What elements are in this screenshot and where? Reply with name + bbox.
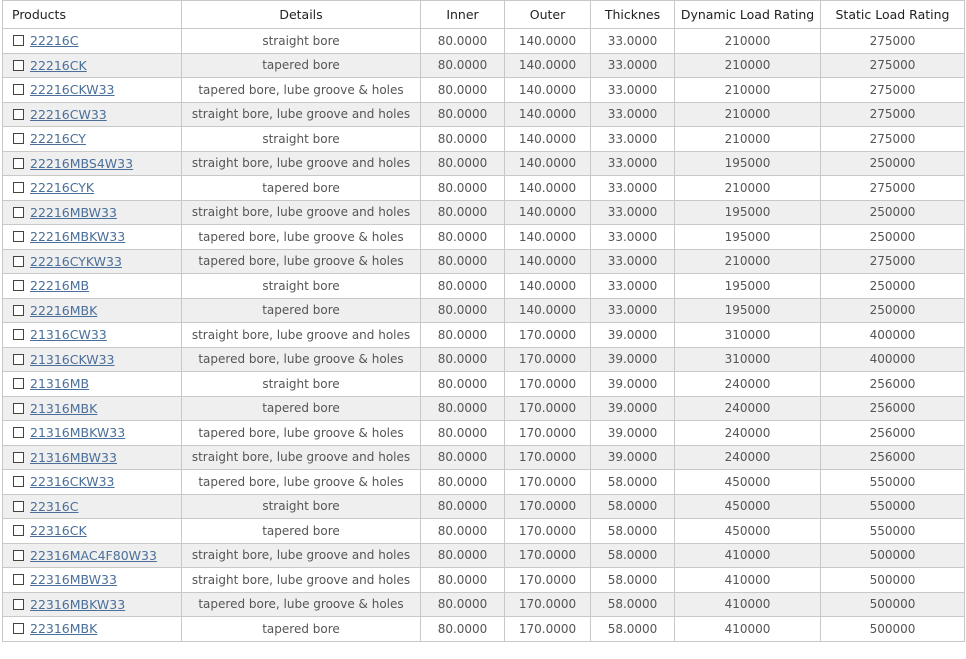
thickness-cell: 58.0000 xyxy=(591,617,675,642)
product-link[interactable]: 22216MB xyxy=(30,278,90,294)
static-load-cell: 275000 xyxy=(821,102,965,127)
inner-cell: 80.0000 xyxy=(421,543,505,568)
thickness-cell: 33.0000 xyxy=(591,225,675,250)
details-cell: tapered bore, lube groove & holes xyxy=(182,249,421,274)
static-load-cell: 250000 xyxy=(821,200,965,225)
table-row xyxy=(3,274,965,299)
row-checkbox[interactable] xyxy=(13,378,24,389)
product-link[interactable]: 22216MBKW33 xyxy=(30,229,126,245)
thickness-cell: 33.0000 xyxy=(591,249,675,274)
details-cell: straight bore xyxy=(182,29,421,54)
inner-cell: 80.0000 xyxy=(421,249,505,274)
header-outer: Outer xyxy=(505,1,591,29)
static-load-cell: 275000 xyxy=(821,78,965,103)
outer-cell: 140.0000 xyxy=(505,29,591,54)
table-row xyxy=(3,298,965,323)
thickness-cell: 33.0000 xyxy=(591,127,675,152)
row-checkbox[interactable] xyxy=(13,231,24,242)
product-link[interactable]: 22216MBS4W33 xyxy=(30,155,134,171)
header-inner: Inner xyxy=(421,1,505,29)
product-link[interactable]: 22216CK xyxy=(30,57,87,73)
thickness-cell: 33.0000 xyxy=(591,176,675,201)
dynamic-load-cell: 310000 xyxy=(675,323,821,348)
row-checkbox[interactable] xyxy=(13,207,24,218)
static-load-cell: 275000 xyxy=(821,127,965,152)
outer-cell: 140.0000 xyxy=(505,176,591,201)
thickness-cell: 33.0000 xyxy=(591,102,675,127)
row-checkbox[interactable] xyxy=(13,427,24,438)
table-row xyxy=(3,519,965,544)
row-checkbox[interactable] xyxy=(13,354,24,365)
row-checkbox[interactable] xyxy=(13,550,24,561)
outer-cell: 170.0000 xyxy=(505,470,591,495)
inner-cell: 80.0000 xyxy=(421,102,505,127)
table-row xyxy=(3,249,965,274)
inner-cell: 80.0000 xyxy=(421,396,505,421)
row-checkbox[interactable] xyxy=(13,525,24,536)
table-row xyxy=(3,592,965,617)
table-row xyxy=(3,396,965,421)
product-link[interactable]: 22216MBK xyxy=(30,302,98,318)
details-cell: tapered bore, lube groove & holes xyxy=(182,592,421,617)
thickness-cell: 33.0000 xyxy=(591,29,675,54)
table-row xyxy=(3,102,965,127)
dynamic-load-cell: 310000 xyxy=(675,347,821,372)
inner-cell: 80.0000 xyxy=(421,274,505,299)
details-cell: straight bore xyxy=(182,372,421,397)
row-checkbox[interactable] xyxy=(13,599,24,610)
static-load-cell: 550000 xyxy=(821,519,965,544)
product-link[interactable]: 22316CK xyxy=(30,523,87,539)
dynamic-load-cell: 410000 xyxy=(675,568,821,593)
outer-cell: 170.0000 xyxy=(505,494,591,519)
product-link[interactable]: 22316C xyxy=(30,498,79,514)
thickness-cell: 39.0000 xyxy=(591,323,675,348)
products-table xyxy=(2,0,965,642)
product-link[interactable]: 22216CW33 xyxy=(30,106,107,122)
table-row xyxy=(3,29,965,54)
inner-cell: 80.0000 xyxy=(421,29,505,54)
row-checkbox[interactable] xyxy=(13,109,24,120)
details-cell: straight bore, lube groove and holes xyxy=(182,200,421,225)
outer-cell: 170.0000 xyxy=(505,323,591,348)
static-load-cell: 250000 xyxy=(821,274,965,299)
product-link[interactable]: 22316MBW33 xyxy=(30,572,117,588)
outer-cell: 140.0000 xyxy=(505,102,591,127)
inner-cell: 80.0000 xyxy=(421,151,505,176)
dynamic-load-cell: 210000 xyxy=(675,29,821,54)
product-link[interactable]: 22216CKW33 xyxy=(30,82,115,98)
outer-cell: 140.0000 xyxy=(505,225,591,250)
dynamic-load-cell: 210000 xyxy=(675,102,821,127)
static-load-cell: 400000 xyxy=(821,347,965,372)
table-row xyxy=(3,470,965,495)
inner-cell: 80.0000 xyxy=(421,592,505,617)
inner-cell: 80.0000 xyxy=(421,421,505,446)
dynamic-load-cell: 410000 xyxy=(675,543,821,568)
row-checkbox[interactable] xyxy=(13,256,24,267)
product-link[interactable]: 21316CKW33 xyxy=(30,351,115,367)
product-link[interactable]: 21316CW33 xyxy=(30,327,107,343)
details-cell: straight bore xyxy=(182,127,421,152)
static-load-cell: 275000 xyxy=(821,53,965,78)
details-cell: tapered bore, lube groove & holes xyxy=(182,347,421,372)
row-checkbox[interactable] xyxy=(13,60,24,71)
static-load-cell: 250000 xyxy=(821,298,965,323)
static-load-cell: 500000 xyxy=(821,617,965,642)
product-link[interactable]: 22216CY xyxy=(30,131,86,147)
dynamic-load-cell: 210000 xyxy=(675,78,821,103)
row-checkbox[interactable] xyxy=(13,403,24,414)
table-row xyxy=(3,617,965,642)
thickness-cell: 58.0000 xyxy=(591,519,675,544)
outer-cell: 170.0000 xyxy=(505,543,591,568)
row-checkbox[interactable] xyxy=(13,476,24,487)
thickness-cell: 33.0000 xyxy=(591,151,675,176)
row-checkbox[interactable] xyxy=(13,305,24,316)
table-row xyxy=(3,225,965,250)
thickness-cell: 58.0000 xyxy=(591,592,675,617)
table-row xyxy=(3,494,965,519)
static-load-cell: 256000 xyxy=(821,421,965,446)
details-cell: tapered bore xyxy=(182,53,421,78)
product-link[interactable]: 22216CYKW33 xyxy=(30,253,122,269)
inner-cell: 80.0000 xyxy=(421,519,505,544)
inner-cell: 80.0000 xyxy=(421,470,505,495)
inner-cell: 80.0000 xyxy=(421,568,505,593)
details-cell: tapered bore xyxy=(182,396,421,421)
outer-cell: 170.0000 xyxy=(505,347,591,372)
header-products: Products xyxy=(3,1,182,29)
table-row xyxy=(3,127,965,152)
header-details: Details xyxy=(182,1,421,29)
static-load-cell: 275000 xyxy=(821,29,965,54)
static-load-cell: 256000 xyxy=(821,372,965,397)
outer-cell: 140.0000 xyxy=(505,274,591,299)
outer-cell: 170.0000 xyxy=(505,445,591,470)
table-row xyxy=(3,543,965,568)
row-checkbox[interactable] xyxy=(13,158,24,169)
dynamic-load-cell: 210000 xyxy=(675,176,821,201)
outer-cell: 170.0000 xyxy=(505,592,591,617)
inner-cell: 80.0000 xyxy=(421,323,505,348)
table-row xyxy=(3,151,965,176)
details-cell: straight bore, lube groove and holes xyxy=(182,568,421,593)
row-checkbox[interactable] xyxy=(13,501,24,512)
details-cell: tapered bore, lube groove & holes xyxy=(182,421,421,446)
thickness-cell: 33.0000 xyxy=(591,53,675,78)
inner-cell: 80.0000 xyxy=(421,127,505,152)
outer-cell: 140.0000 xyxy=(505,127,591,152)
outer-cell: 140.0000 xyxy=(505,151,591,176)
dynamic-load-cell: 210000 xyxy=(675,53,821,78)
details-cell: straight bore, lube groove and holes xyxy=(182,323,421,348)
static-load-cell: 550000 xyxy=(821,470,965,495)
static-load-cell: 550000 xyxy=(821,494,965,519)
inner-cell: 80.0000 xyxy=(421,494,505,519)
static-load-cell: 256000 xyxy=(821,396,965,421)
thickness-cell: 39.0000 xyxy=(591,372,675,397)
table-row xyxy=(3,372,965,397)
inner-cell: 80.0000 xyxy=(421,347,505,372)
static-load-cell: 500000 xyxy=(821,592,965,617)
dynamic-load-cell: 195000 xyxy=(675,151,821,176)
header-static-load-rating: Static Load Rating xyxy=(821,1,965,29)
thickness-cell: 39.0000 xyxy=(591,396,675,421)
row-checkbox[interactable] xyxy=(13,84,24,95)
row-checkbox[interactable] xyxy=(13,280,24,291)
row-checkbox[interactable] xyxy=(13,623,24,634)
outer-cell: 170.0000 xyxy=(505,396,591,421)
details-cell: straight bore, lube groove and holes xyxy=(182,445,421,470)
inner-cell: 80.0000 xyxy=(421,176,505,201)
thickness-cell: 58.0000 xyxy=(591,494,675,519)
dynamic-load-cell: 240000 xyxy=(675,396,821,421)
dynamic-load-cell: 450000 xyxy=(675,470,821,495)
outer-cell: 170.0000 xyxy=(505,421,591,446)
static-load-cell: 275000 xyxy=(821,176,965,201)
row-checkbox[interactable] xyxy=(13,329,24,340)
details-cell: straight bore, lube groove and holes xyxy=(182,102,421,127)
inner-cell: 80.0000 xyxy=(421,617,505,642)
table-row xyxy=(3,445,965,470)
dynamic-load-cell: 210000 xyxy=(675,249,821,274)
thickness-cell: 39.0000 xyxy=(591,347,675,372)
product-link[interactable]: 22216MBW33 xyxy=(30,204,117,220)
product-link[interactable]: 22216CYK xyxy=(30,180,95,196)
outer-cell: 170.0000 xyxy=(505,568,591,593)
dynamic-load-cell: 450000 xyxy=(675,519,821,544)
table-row xyxy=(3,421,965,446)
outer-cell: 170.0000 xyxy=(505,519,591,544)
table-row xyxy=(3,176,965,201)
static-load-cell: 250000 xyxy=(821,225,965,250)
static-load-cell: 250000 xyxy=(821,151,965,176)
outer-cell: 140.0000 xyxy=(505,53,591,78)
row-checkbox[interactable] xyxy=(13,574,24,585)
header-row xyxy=(3,1,965,29)
product-link[interactable]: 21316MBKW33 xyxy=(30,425,126,441)
thickness-cell: 58.0000 xyxy=(591,470,675,495)
outer-cell: 140.0000 xyxy=(505,200,591,225)
product-link[interactable]: 21316MB xyxy=(30,376,90,392)
thickness-cell: 58.0000 xyxy=(591,543,675,568)
header-dynamic-load-rating: Dynamic Load Rating xyxy=(675,1,821,29)
inner-cell: 80.0000 xyxy=(421,445,505,470)
details-cell: tapered bore xyxy=(182,298,421,323)
thickness-cell: 33.0000 xyxy=(591,200,675,225)
inner-cell: 80.0000 xyxy=(421,200,505,225)
static-load-cell: 400000 xyxy=(821,323,965,348)
details-cell: tapered bore, lube groove & holes xyxy=(182,78,421,103)
outer-cell: 170.0000 xyxy=(505,617,591,642)
inner-cell: 80.0000 xyxy=(421,53,505,78)
dynamic-load-cell: 450000 xyxy=(675,494,821,519)
thickness-cell: 39.0000 xyxy=(591,421,675,446)
static-load-cell: 500000 xyxy=(821,568,965,593)
dynamic-load-cell: 195000 xyxy=(675,225,821,250)
row-checkbox[interactable] xyxy=(13,182,24,193)
thickness-cell: 33.0000 xyxy=(591,274,675,299)
static-load-cell: 500000 xyxy=(821,543,965,568)
table-row xyxy=(3,200,965,225)
row-checkbox[interactable] xyxy=(13,35,24,46)
thickness-cell: 39.0000 xyxy=(591,445,675,470)
details-cell: tapered bore xyxy=(182,519,421,544)
product-link[interactable]: 22316MAC4F80W33 xyxy=(30,547,157,563)
dynamic-load-cell: 240000 xyxy=(675,421,821,446)
dynamic-load-cell: 410000 xyxy=(675,617,821,642)
outer-cell: 140.0000 xyxy=(505,78,591,103)
details-cell: straight bore, lube groove and holes xyxy=(182,543,421,568)
product-link[interactable]: 22316CKW33 xyxy=(30,474,115,490)
static-load-cell: 275000 xyxy=(821,249,965,274)
details-cell: straight bore xyxy=(182,274,421,299)
inner-cell: 80.0000 xyxy=(421,298,505,323)
product-link[interactable]: 21316MBK xyxy=(30,400,98,416)
dynamic-load-cell: 195000 xyxy=(675,274,821,299)
details-cell: straight bore, lube groove and holes xyxy=(182,151,421,176)
details-cell: tapered bore, lube groove & holes xyxy=(182,470,421,495)
outer-cell: 170.0000 xyxy=(505,372,591,397)
dynamic-load-cell: 240000 xyxy=(675,372,821,397)
product-link[interactable]: 22316MBKW33 xyxy=(30,596,126,612)
outer-cell: 140.0000 xyxy=(505,249,591,274)
row-checkbox[interactable] xyxy=(13,133,24,144)
thickness-cell: 33.0000 xyxy=(591,78,675,103)
static-load-cell: 256000 xyxy=(821,445,965,470)
product-link[interactable]: 22216C xyxy=(30,33,79,49)
table-row xyxy=(3,568,965,593)
outer-cell: 140.0000 xyxy=(505,298,591,323)
details-cell: tapered bore xyxy=(182,617,421,642)
table-row xyxy=(3,53,965,78)
details-cell: tapered bore, lube groove & holes xyxy=(182,225,421,250)
details-cell: straight bore xyxy=(182,494,421,519)
inner-cell: 80.0000 xyxy=(421,225,505,250)
dynamic-load-cell: 195000 xyxy=(675,298,821,323)
inner-cell: 80.0000 xyxy=(421,372,505,397)
details-cell: tapered bore xyxy=(182,176,421,201)
thickness-cell: 33.0000 xyxy=(591,298,675,323)
table-row xyxy=(3,347,965,372)
dynamic-load-cell: 195000 xyxy=(675,200,821,225)
inner-cell: 80.0000 xyxy=(421,78,505,103)
dynamic-load-cell: 410000 xyxy=(675,592,821,617)
dynamic-load-cell: 210000 xyxy=(675,127,821,152)
product-link[interactable]: 21316MBW33 xyxy=(30,449,117,465)
table-row xyxy=(3,78,965,103)
product-link[interactable]: 22316MBK xyxy=(30,621,98,637)
header-thickness: Thicknes xyxy=(591,1,675,29)
table-row xyxy=(3,323,965,348)
thickness-cell: 58.0000 xyxy=(591,568,675,593)
row-checkbox[interactable] xyxy=(13,452,24,463)
dynamic-load-cell: 240000 xyxy=(675,445,821,470)
